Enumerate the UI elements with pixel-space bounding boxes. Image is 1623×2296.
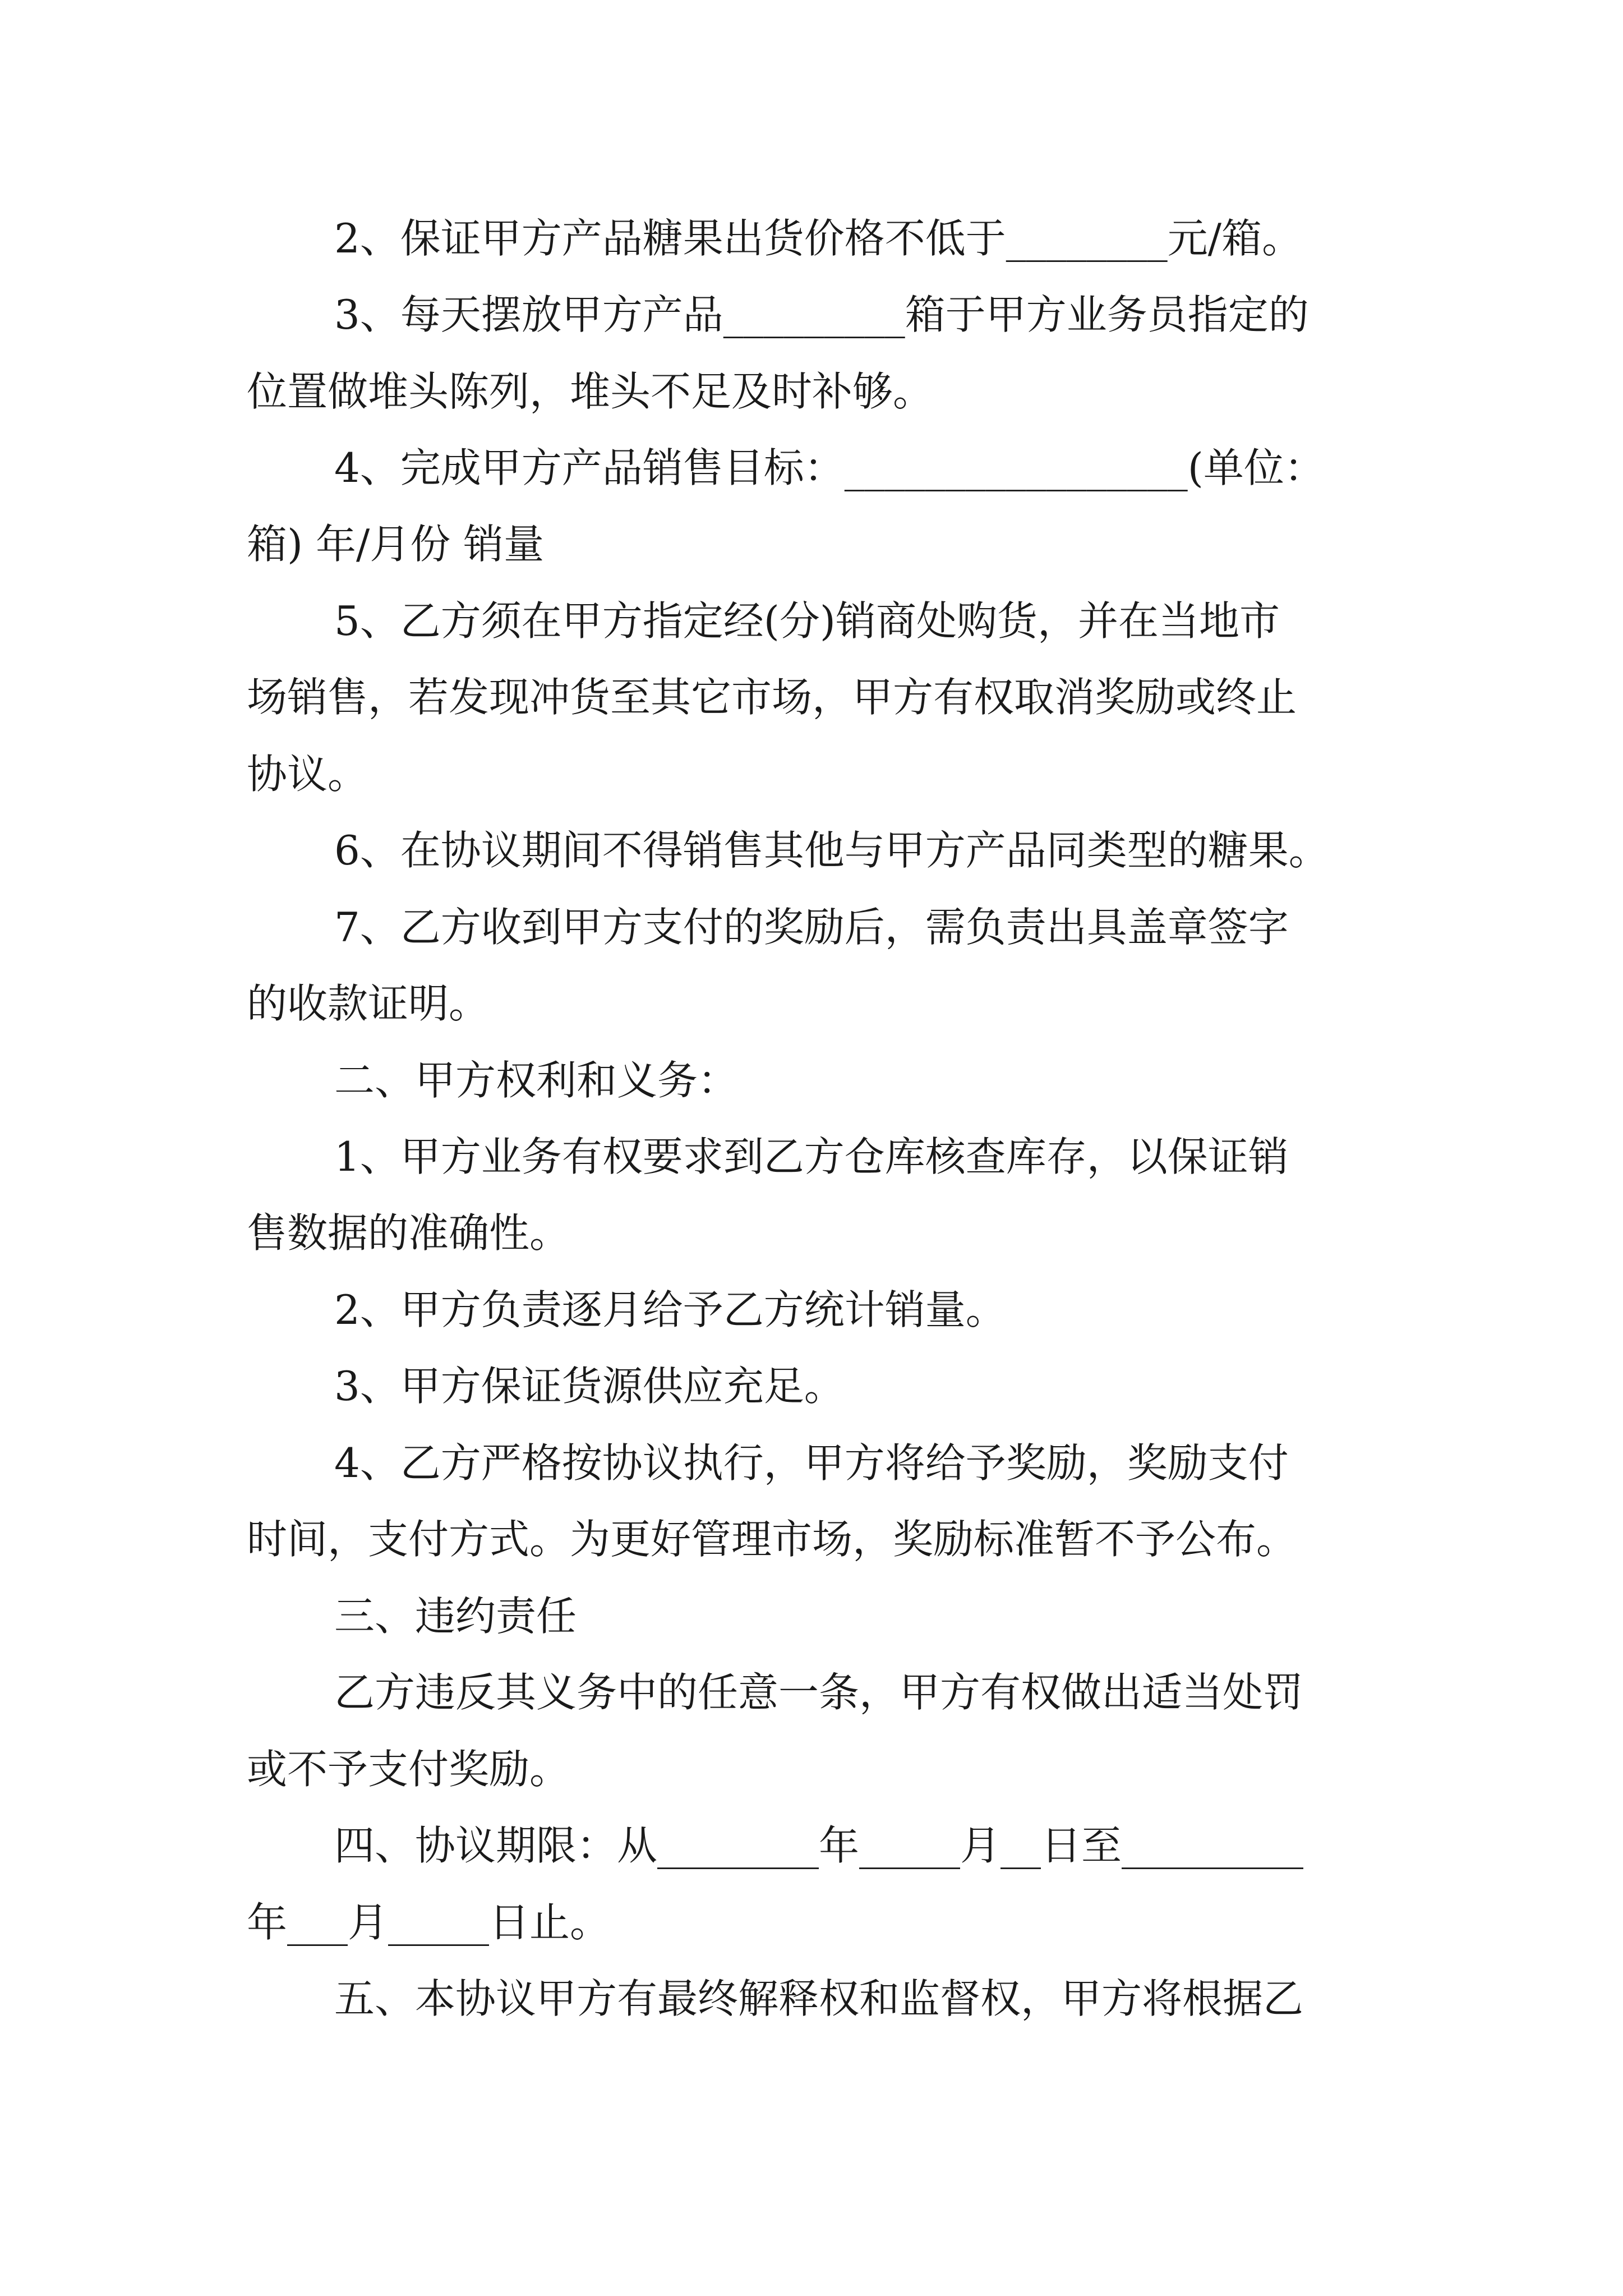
text-line: 2、甲方负责逐月给予乙方统计销量。 — [334, 1286, 1006, 1333]
text-line: 时间，支付方式。为更好管理市场，奖励标准暂不予公布。 — [247, 1516, 1297, 1563]
text-line: 3、甲方保证货源供应充足。 — [334, 1363, 845, 1410]
text-line: 五、本协议甲方有最终解释权和监督权，甲方将根据乙 — [334, 1975, 1304, 2022]
text-line: 位置做堆头陈列，堆头不足及时补够。 — [247, 368, 934, 415]
text-line: 7、乙方收到甲方支付的奖励后，需负责出具盖章签字 — [334, 904, 1289, 951]
text-line: 场销售，若发现冲货至其它市场，甲方有权取消奖励或终止 — [247, 674, 1297, 721]
text-line: 箱) 年/月份 销量 — [247, 521, 545, 568]
text-line: 4、完成甲方产品销售目标：_________________(单位： — [334, 444, 1325, 491]
text-line: 售数据的准确性。 — [247, 1209, 570, 1257]
text-line: 协议。 — [247, 751, 368, 798]
text-line: 乙方违反其义务中的任意一条，甲方有权做出适当处罚 — [334, 1669, 1304, 1716]
text-line: 4、乙方严格按协议执行，甲方将给予奖励，奖励支付 — [334, 1439, 1289, 1487]
text-line: 四、协议期限：从________年_____月__日至_________ — [334, 1822, 1304, 1869]
text-line: 1、甲方业务有权要求到乙方仓库核查库存，以保证销 — [334, 1133, 1289, 1180]
text-line: 3、每天摆放甲方产品_________箱于甲方业务员指定的 — [334, 291, 1309, 338]
section-heading: 二、甲方权利和义务： — [334, 1057, 739, 1104]
text-line: 或不予支付奖励。 — [247, 1746, 570, 1793]
text-line: 年___月_____日止。 — [247, 1899, 611, 1946]
section-heading: 三、违约责任 — [334, 1593, 577, 1640]
text-line: 的收款证明。 — [247, 980, 490, 1027]
text-line: 5、乙方须在甲方指定经(分)销商处购货，并在当地市 — [334, 597, 1280, 645]
text-line: 2、保证甲方产品糖果出货价格不低于________元/箱。 — [334, 215, 1303, 262]
text-line: 6、在协议期间不得销售其他与甲方产品同类型的糖果。 — [334, 827, 1329, 874]
